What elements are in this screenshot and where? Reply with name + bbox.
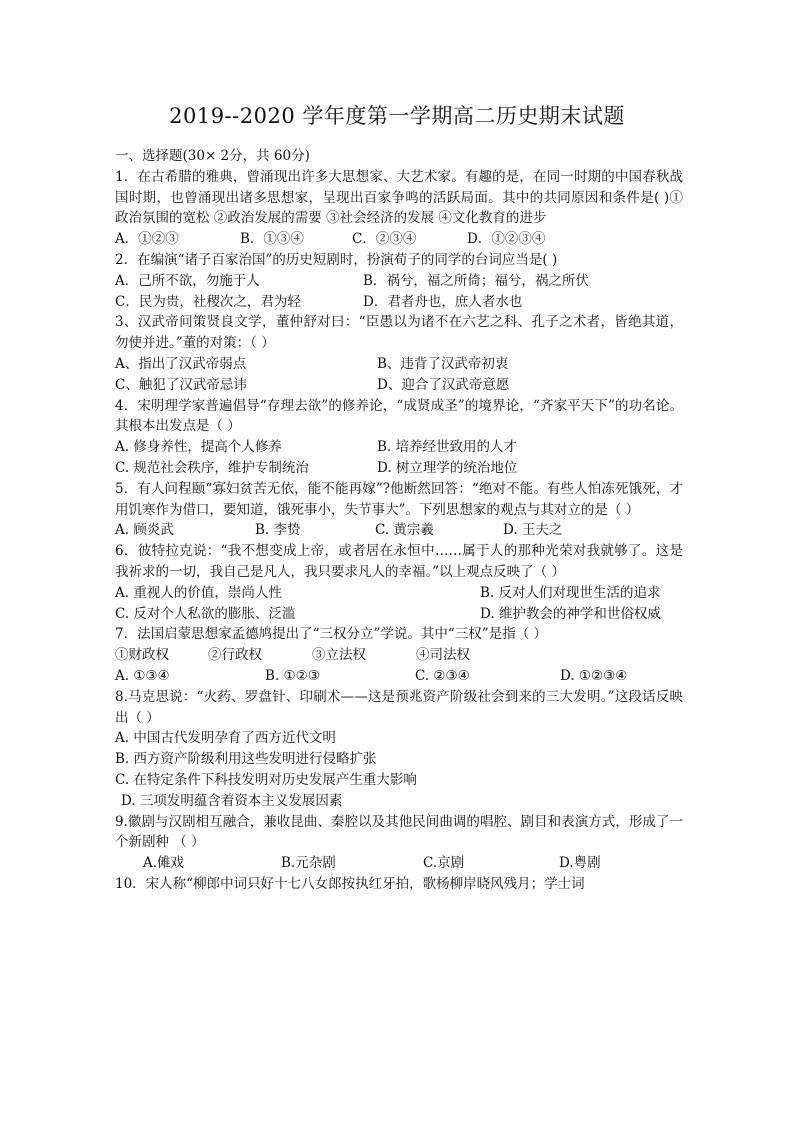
option-a: A. 修身养性，提高个人修养 [115,439,282,456]
option-d: D．君者舟也，庶人者水也 [363,293,523,310]
option-a: A. 重视人的价值，崇尚人性 [115,584,282,601]
question-5-text: 5．有人问程颐“寡妇贫苦无依，能不能再嫁”?他断然回答：“绝对不能。有些人怕冻死饿死，才用饥寒作为借口，要知道，饿死事小，失节事大”。下列思想家的观点与其对立的是（ ） [115,480,683,518]
option-a: A.傩戏 [143,855,185,872]
item-3: ③立法权 [312,647,366,664]
question-3-options-row1 [115,354,683,375]
question-4-text: 4．宋明理学家普遍倡导“存理去欲”的修养论，“成贤成圣”的境界论，“齐家平天下”的功名论。其根本出发点是（ ） [115,397,683,435]
question-7-items [115,645,683,666]
page-title: 2019--2020 学年度第一学期高二历史期末试题 [169,104,625,128]
item-1: ①财政权 [115,647,169,664]
question-7-options [115,666,683,687]
option-c: C．②③④ [352,231,417,248]
question-5-options [115,520,683,541]
question-list [115,146,683,895]
question-6-options-row1 [115,583,683,604]
option-c: C. 规范社会秩序，维护专制统治 [115,459,309,476]
question-9-text: 9.徽剧与汉剧相互融合，兼收昆曲、秦腔以及其他民间曲调的唱腔、剧目和表演方式，形成了一个新剧种 （ ） [115,813,683,851]
option-d: D. ①②③④ [560,667,628,684]
option-b: B. ①②③ [265,667,320,684]
option-c: C. ②③④ [415,667,470,684]
option-a: A. ①③④ [115,667,170,684]
option-a: A．己所不欲，勿施于人 [115,272,260,289]
section-heading: 一、选择题(30× 2分，共 60分) [115,148,310,164]
question-4-options-row2 [115,458,683,479]
option-d: D.粤剧 [559,855,601,872]
question-6-options-row2 [115,604,683,625]
option-a: A. 顾炎武 [115,522,174,539]
question-2-options-row2 [115,292,683,313]
question-2-text: 2．在编演“诸子百家治国”的历史短剧时，扮演荀子的同学的台词应当是( ) [115,251,558,268]
option-c: C. 在特定条件下科技发明对历史发展产生重大影响 [115,771,417,788]
option-d: D. 王夫之 [503,522,563,539]
option-d: D、迎合了汉武帝意愿 [377,376,510,393]
option-b: B. 反对人们对现世生活的追求 [480,584,661,601]
option-d: D. 三项发明蕴含着资本主义发展因素 [121,792,343,809]
item-2: ②行政权 [208,647,262,664]
option-b: B.元杂剧 [281,855,336,872]
question-6-text: 6．彼特拉克说：“我不想变成上帝，或者居在永恒中……属于人的那种光荣对我就够了。这是我祈求的一切，我自己是凡人，我只要求凡人的幸福。”以上观点反映了（ ） [115,543,683,580]
option-a: A、指出了汉武帝弱点 [115,355,247,372]
option-c: C. 反对个人私欲的膨胀、泛滥 [115,605,296,622]
option-a: A. 中国古代发明孕育了西方近代文明 [115,730,336,747]
question-3-options-row2 [115,375,683,396]
question-1-text: 1．在古希腊的雅典，曾涌现出许多大思想家、大艺术家。有趣的是，在同一时期的中国春秋战国时期，也曾涌现出诸多思想家，呈现出百家争鸣的活跃局面。其中的共同原因和条件是( )①政治氛围的宽松 ②政治发展的需要 ③社会经济的发展 ④文化教育的进步 [115,168,683,227]
item-4: ④司法权 [416,647,470,664]
question-1-options [115,229,683,250]
option-c: C. 黄宗羲 [375,522,434,539]
option-b: B．①③④ [240,231,304,248]
question-9-options [115,853,683,874]
option-d: D. 树立理学的统治地位 [377,459,518,476]
question-3-text: 3、汉武帝问策贤良文学，董仲舒对曰：“臣愚以为诸不在六艺之科、孔子之术者，皆绝其道，勿使并进。”董的对策：（ ） [115,314,683,352]
question-7-text: 7．法国启蒙思想家孟德鸠提出了“三权分立”学说。其中“三权”是指（ ） [115,626,547,643]
option-b: B．祸兮，福之所倚；福兮，祸之所伏 [363,272,589,289]
question-8-text: 8.马克思说：“火药、罗盘针、印刷术——这是预兆资产阶级社会到来的三大发明。”这段话反映出（ ） [115,688,683,726]
question-2-options-row1 [115,271,683,292]
option-b: B、违背了汉武帝初衷 [377,355,509,372]
option-c: C．民为贵，社稷次之，君为轻 [115,293,301,310]
question-10-text: 10．宋人称“柳郎中词只好十七八女郎按执红牙拍，歌杨柳岸晓风残月；学士词 [115,875,585,892]
option-b: B. 李贽 [255,522,301,539]
option-a: A．①②③ [115,231,179,248]
option-b: B. 西方资产阶级利用这些发明进行侵略扩张 [115,751,377,768]
option-d: D. 维护教会的神学和世俗权威 [480,605,661,622]
option-c: C、触犯了汉武帝忌讳 [115,376,247,393]
question-4-options-row1 [115,437,683,458]
option-d: D．①②③④ [467,231,546,248]
option-b: B. 培养经世致用的人才 [377,439,518,456]
option-c: C.京剧 [423,855,465,872]
